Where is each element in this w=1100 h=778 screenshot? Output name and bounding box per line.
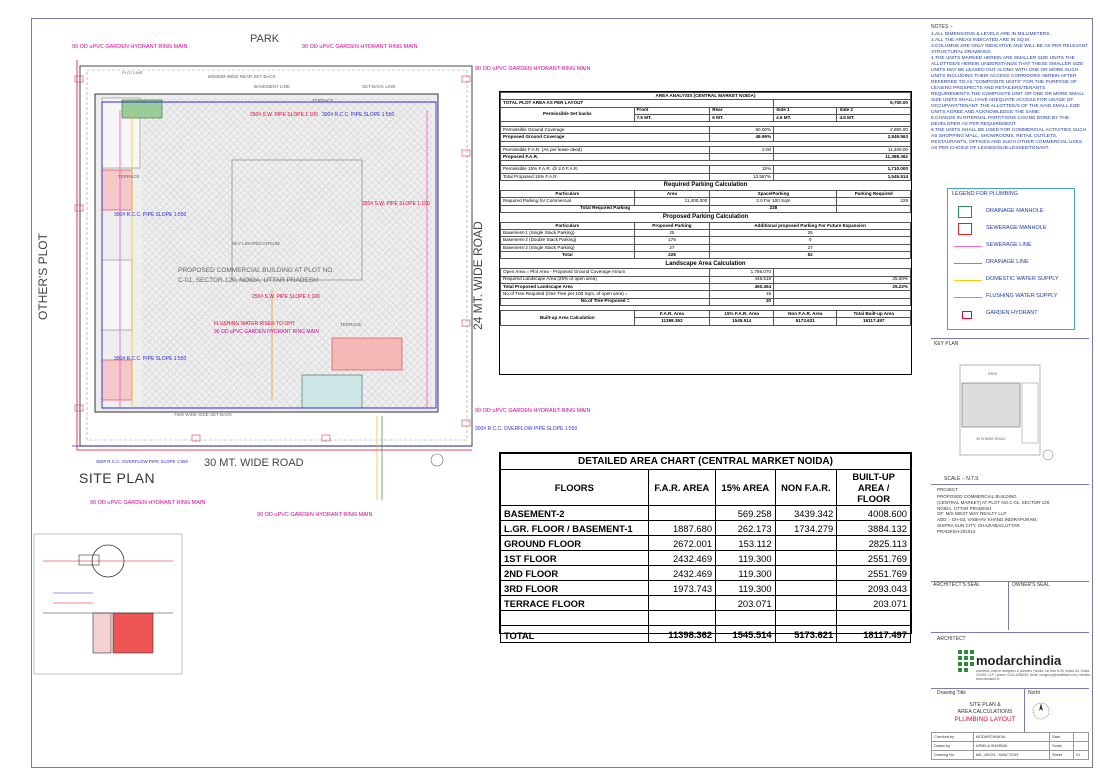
land-cell: 1,786.070 [710, 269, 774, 276]
area-value: 1734.279 [775, 521, 837, 536]
atrium-label: SKY LIGHTED ATRIUM [232, 241, 280, 246]
titleblock-cell: 01 [1074, 751, 1089, 760]
drawing-title-block [945, 702, 1025, 724]
area-value: 569.258 [716, 506, 776, 521]
area-value [775, 581, 837, 596]
titleblock-cell: URMILA SHARMA [973, 742, 1049, 751]
detail-head: F.A.R. AREA [648, 470, 715, 506]
hydrant-ring-label-6: 90 OD uPVC GARDEN HYDRANT RING MAIN [257, 512, 373, 518]
titleblock-row [932, 742, 1089, 751]
terrace-label-3: TERRACE [340, 322, 362, 327]
floor-name: TERRACE FLOOR [501, 596, 649, 611]
pipe-300-label-2: 300# R.C.C. PIPE SLOPE 1:550 [114, 212, 187, 218]
legend-row [948, 241, 1074, 251]
project-line: OF: M/S WEST WAY REALTY LLP [937, 511, 1007, 517]
prop-head: Proposed Parking [634, 222, 710, 229]
titleblock-cell: Date [1050, 733, 1074, 742]
terrace-label-1: TERRACE [118, 174, 140, 179]
building-title-2: C-01, SECTOR-120, NOIDA, UTTAR PRADESH [178, 277, 318, 284]
detail-total: 18117.497 [837, 626, 911, 643]
required-parking-title: Required Parking Calculation [663, 182, 748, 189]
note-item: 1.ALL DIMENSIONS & LEVELS ARE IN MILLIMETERS. [931, 32, 1051, 38]
set-back-line-label: SET-BACK LINE [362, 84, 396, 89]
area-value [837, 611, 911, 626]
legend-label: FLUSHING WATER SUPPLY [986, 293, 1058, 299]
req-head: Parking Required [837, 190, 911, 197]
pipe-250-label-3: 250# S.W. PIPE SLOPE 1:100 [252, 294, 320, 300]
req-cell: 228 [837, 198, 911, 205]
north-arrow-icon [431, 454, 443, 466]
hydrant-ring-label-1: 90 OD uPVC GARDEN HYDRANT RING MAIN [72, 44, 188, 50]
area-value: 2432.469 [648, 566, 715, 581]
bua-value: 1545.514 [710, 318, 774, 326]
legend-row [948, 224, 1074, 234]
legend-symbol-icon [954, 297, 982, 298]
project-title: PROJECT [937, 487, 959, 492]
setback-head: Front [634, 107, 710, 114]
overflow-label-left: 300# R.C.C. OVERFLOW PIPE SLOPE 1:550 [96, 459, 189, 464]
land-cell: Open Area = Plot Area - Proposed Ground Coverage-Atrium [501, 269, 710, 276]
legend-symbol-icon [954, 280, 982, 281]
area-value: 3884.132 [837, 521, 911, 536]
prop-cell: 25 [634, 230, 710, 237]
detail-head: NON F.A.R. [775, 470, 837, 506]
area-value: 1887.680 [648, 521, 715, 536]
far15-pct: 15% [710, 166, 774, 173]
setback-head: Side 1 [774, 107, 837, 114]
req-head: Area [634, 190, 710, 197]
legend-row [948, 275, 1074, 285]
area-value: 119.300 [716, 566, 776, 581]
project-block [937, 487, 1087, 535]
prop-cell: 27 [710, 244, 911, 251]
coverage-pct: 49.99% [710, 134, 774, 141]
drawing-title-label: Drawing Title [937, 690, 966, 696]
setback-value: 4.5 MT. [837, 114, 911, 121]
legend-label: DRAINAGE LINE [986, 259, 1029, 265]
legend-symbol-icon [958, 206, 972, 218]
area-value: 2432.469 [648, 551, 715, 566]
titleblock-cell [1074, 733, 1089, 742]
req-total-label: Total Required Parking [501, 205, 710, 212]
land-cell: Total Proposed Landscape Area [501, 283, 710, 290]
bua-head: Total Built-up Area [837, 310, 911, 318]
far-value: 11,400.00 [774, 146, 911, 153]
note-item: 5.CHANGE IN INTERNAL PARTITIONS CAN BE DONE BY THE DEVELOPER AS PER REQUIREMENT. [931, 116, 1070, 128]
park-label: PARK [250, 33, 280, 45]
detail-total: 11398.362 [648, 626, 715, 643]
far15-label: Total Proposed 15% F.A.R. [501, 173, 710, 180]
titleblock-cell: Checked by [932, 733, 974, 742]
far-value: 11,398.362 [774, 154, 911, 161]
proposed-parking-title: Proposed Parking Calculation [662, 214, 749, 221]
building-title-1: PROPOSED COMMERCIAL BUILDING AT PLOT NO. [178, 267, 335, 274]
floor-name: 1ST FLOOR [501, 551, 649, 566]
detailed-area-chart [499, 452, 912, 641]
legend-symbol-icon [954, 246, 982, 247]
pipe-250-label-1: 250# S.W. PIPE SLOPE 1:100 [250, 112, 318, 118]
setback-value: 4.5 MT. [774, 114, 837, 121]
note-item: 3.COLUMNS ARE ONLY INDICATIVE AND WILL BE AS PER RELEVANT STRUCTURAL DRAWINGS. [931, 44, 1088, 56]
bua-value: 18117.497 [837, 318, 911, 326]
land-cell: 25.22% [774, 283, 911, 290]
owner-seal: OWNER'S SEAL [1012, 582, 1050, 588]
prop-head: Additional proposed Parking For Future Expansion [710, 222, 911, 229]
bua-value: 11398.362 [634, 318, 710, 326]
legend-label: SEWERAGE LINE [986, 242, 1032, 248]
coverage-label: Permissible Ground Coverage [501, 127, 710, 134]
key-plan-drawing [940, 355, 1058, 473]
area-value: 2551.769 [837, 566, 911, 581]
prop-total: 228 [634, 252, 710, 259]
prop-cell: 176 [634, 237, 710, 244]
rear-setback-label: 6000MM WIDE REAR SET BACK [208, 74, 276, 79]
titleblock-cell: MA - ADCN - SANCTION [973, 751, 1049, 760]
titleblock-row [932, 751, 1089, 760]
area-value: 2672.001 [648, 536, 715, 551]
far15-pct: 13.557% [710, 173, 774, 180]
detail-row [501, 506, 911, 521]
area-value: 203.071 [837, 596, 911, 611]
land-cell: 20 [710, 298, 774, 305]
keyplan-park: PARK [988, 372, 998, 376]
setbacks-label: Permissible Set backs [501, 107, 635, 122]
hydrant-ring-label-3: 90 OD uPVC GARDEN HYDRANT RING MAIN [475, 66, 591, 72]
prop-total: 52 [710, 252, 911, 259]
detail-row [501, 536, 911, 551]
legend-label: GARDEN HYDRANT [986, 310, 1038, 316]
garden-ring-label: 90 OD uPVC GARDEN HYDRANT RING MAIN [214, 329, 319, 335]
land-cell: 446.518 [710, 276, 774, 283]
keyplan-header [931, 338, 1089, 349]
land-cell: 18 [710, 291, 774, 298]
area-value [775, 611, 837, 626]
coverage-value: 2,850.00 [774, 127, 911, 134]
legend-row [948, 292, 1074, 302]
note-item: 6.THE UNITS SHALL BE USED FOR COMMERCIAL ACTIVITIES SUCH AS SHOPPING MALL, SHOWROOMS, RETAIL OUTLETS, RESTAURANTS, OFFICES AND SUCH OTHER COMMERCIAL USES AS PER CHOICE OF LESSEE/SUB-LESSEE/TENANT. [931, 128, 1087, 151]
titleblock-cell: Scale [1050, 742, 1074, 751]
keyplan-scale: SCALE :- N.T.S [944, 476, 979, 482]
detailed-area-title: DETAILED AREA CHART (CENTRAL MARKET NOIDA) [501, 454, 911, 470]
floor-name: GROUND FLOOR [501, 536, 649, 551]
far-ratio [710, 154, 774, 161]
bua-head: Non F.A.R. Area [774, 310, 837, 318]
bua-value: 5173.621 [774, 318, 837, 326]
area-value: 2551.769 [837, 551, 911, 566]
req-cell: Required Parking for Commercial [501, 198, 635, 205]
front-setback-label: 7500 WIDE SIDE SET BACK [174, 412, 233, 417]
land-cell: 450.464 [710, 283, 774, 290]
north-label: North [1028, 690, 1041, 696]
architect-seal: ARCHITECT'S SEAL [933, 582, 981, 588]
floor-name: 3RD FLOOR [501, 581, 649, 596]
coverage-value: 2,849.563 [774, 134, 911, 141]
project-line: NOIDA, UTTAR PRADESH [937, 505, 992, 511]
legend-symbol-icon [958, 223, 972, 235]
prop-total: Total [501, 252, 635, 259]
legend-symbol-icon [954, 263, 982, 264]
detail-head: FLOORS [501, 470, 649, 506]
prop-cell: 0 [710, 237, 911, 244]
keyplan-road: 30 M WIDE ROAD [976, 437, 1005, 441]
area-value: 1973.743 [648, 581, 715, 596]
prop-head: Particulars [501, 222, 635, 229]
road-30-label: 30 MT. WIDE ROAD [204, 457, 304, 469]
legend-title: LEGEND FOR PLUMBING [952, 191, 1019, 197]
bua-head: 15% F.A.R. Area [710, 310, 774, 318]
setback-value: 6 MT. [710, 114, 774, 121]
project-line: (CENTRAL MARKET) AT PLOT NO.C-01, SECTOR-120, [937, 499, 1051, 505]
titleblock-cell [1074, 742, 1089, 751]
note-item: 2.ALL THE AREAS INDICATED ARE IN SQ.M. [931, 38, 1031, 44]
legend-symbol-icon [962, 311, 972, 319]
drawing-title-line: SITE PLAN & [969, 702, 1001, 708]
divider [1008, 582, 1009, 630]
legend-label: DOMESTIC WATER SUPPLY [986, 276, 1059, 282]
area-value [775, 566, 837, 581]
detail-row [501, 596, 911, 611]
north-compass-icon [1030, 700, 1052, 722]
legend-row [948, 258, 1074, 268]
far15-value: 1,710.000 [774, 166, 911, 173]
divider [931, 688, 1089, 689]
project-line: PRADESH-201014 [937, 528, 976, 534]
basement-line-label: BASEMENT LINE [254, 84, 290, 89]
coverage-label: Proposed Ground Coverage [501, 134, 710, 141]
firm-sub: architects, interior designers & planners | studio: 1st floor B-96, sector-63, Noida-201301, U.P. | phone: 0120-4286253, email: modgroup@rediffmail.com | website: www.modarch.in [976, 669, 1091, 682]
hydrant-ring-label-4: 90 OD uPVC GARDEN HYDRANT RING MAIN [475, 408, 591, 414]
area-value: 3439.342 [775, 506, 837, 521]
area-value: 203.071 [716, 596, 776, 611]
detail-row [501, 551, 911, 566]
prop-cell: Basement-1 (Single Stack Parking) [501, 230, 635, 237]
far15-label: Permissible 15% F.A.R. @ 2.0 F.A.R. [501, 166, 710, 173]
titleblock-cell: MODARCHINDIA [973, 733, 1049, 742]
far-ratio: 2.00 [710, 146, 774, 153]
far-label: Proposed F.A.R. [501, 154, 710, 161]
detail-total: 5173.621 [775, 626, 837, 643]
total-plot-label: TOTAL PLOT AREA AS PER LAYOUT [501, 100, 774, 107]
area-value [775, 551, 837, 566]
drawing-title-line: PLUMBING LAYOUT [954, 715, 1016, 723]
area-analysis-title: AREA ANALYSIS (CENTRAL MARKET NOIDA) [501, 93, 911, 100]
wide-road-label: 24 MT. WIDE ROAD [471, 221, 485, 330]
area-value: 4008.600 [837, 506, 911, 521]
setback-head: Side 2 [837, 107, 911, 114]
area-value [716, 611, 776, 626]
titleblock-cell: Drawing No. [932, 751, 974, 760]
prop-cell: Basement-2 (Double Stack Parking) [501, 237, 635, 244]
firm-name: modarchindia [976, 653, 1062, 668]
req-total-value: 228 [710, 205, 837, 212]
total-plot-value: 5,700.00 [774, 100, 911, 107]
keyplan-title: KEY PLAN [934, 341, 959, 347]
floor-name [501, 611, 649, 626]
area-value [775, 536, 837, 551]
floor-name: L.GR. FLOOR / BASEMENT-1 [501, 521, 649, 536]
notes-title: NOTES :- [931, 24, 953, 30]
req-head: Particulars [501, 190, 635, 197]
land-cell: No.of Tree Proposed = [501, 298, 710, 305]
titleblock-cell: Drawn by [932, 742, 974, 751]
coverage-pct: 50.00% [710, 127, 774, 134]
req-head: Space/Parking [710, 190, 837, 197]
bua-label: Built-up Area Calculation [501, 310, 635, 325]
area-value [775, 596, 837, 611]
legend-label: DRAINAGE MANHOLE [986, 208, 1044, 214]
plot-line-label: PLOT LINE [122, 70, 143, 75]
req-cell: 2.0 For 100 Sqm [710, 198, 837, 205]
titleblock-rows [931, 732, 1089, 760]
overflow-label-right: 300# R.C.C. OVERFLOW PIPE SLOPE 1:550 [475, 426, 578, 432]
project-line: ADD :- GH-03, VAIBHAV KHAND,INDIRAPURAM, [937, 517, 1038, 523]
setback-head: Rear [710, 107, 774, 114]
hydrant-ring-label-2: 90 OD uPVC GARDEN HYDRANT RING MAIN [302, 44, 418, 50]
note-item: 4.THE UNITS MARKED HEREIN ARE SMALLER SIZE UNITS THE ALLOTTEE/S HEREIN UNDERSTANDS THAT THESE SMALLER SIZE UNITS MAY BE LEASED OUT ALONG WITH ONE OR MORE SUCH UNITS INCLUDING THEIR ACCESS CORRIDORS HEREIN AFTER REFERRED TO AS "COMPOSITE UNITS" FOR THE PURPOSE OF LEASING PROSPECTS AND RETAILERS/TENANTS REQUIREMENTS.THE COMPOSITE UNIT OR ONE OR MORE SMALL SIZE UNITS SHALL HAVE ADEQUATE ACCESS FOR USAGE OF OCCUPANT/TENANT. THE ALLOTTEE/S OF THE SAID SMALL SIZE UNITS AGREE AND ACKNOWLEDGE THE SAME. [931, 56, 1085, 116]
land-cell [774, 269, 911, 276]
bua-head: F.A.R. Area [634, 310, 710, 318]
pipe-300-label-3: 300# R.C.C. PIPE SLOPE 1:550 [114, 356, 187, 362]
floor-name: 2ND FLOOR [501, 566, 649, 581]
land-cell: Required Landscape Area (25% of open area) [501, 276, 710, 283]
detail-row [501, 521, 911, 536]
detail-total: TOTAL [501, 626, 649, 643]
drawing-title-line: AREA CALCULATIONS [957, 708, 1013, 715]
detail-row [501, 566, 911, 581]
area-value: 119.300 [716, 551, 776, 566]
pipe-250-label-2: 250# S.W. PIPE SLOPE 1:100 [362, 201, 430, 207]
far15-value: 1,545.514 [774, 173, 911, 180]
firm-logo-icon [958, 650, 974, 672]
flushing-label: FLUSHING WATER RISER TO OHT [214, 321, 295, 327]
terrace-label-2: TERRACE [312, 98, 334, 103]
req-cell: 11,400.000 [634, 198, 710, 205]
hydrant-ring-label-5: 90 OD uPVC GARDEN HYDRANT RING MAIN [90, 500, 206, 506]
far-label: Permissible F.A.R. (As per lease deed) [501, 146, 710, 153]
detail-row [501, 581, 911, 596]
land-cell: 25.00% [774, 276, 911, 283]
others-plot-label: OTHER'S PLOT [36, 233, 50, 320]
architect-label: ARCHITECT [937, 636, 966, 642]
area-value: 262.173 [716, 521, 776, 536]
prop-cell: Basement-2 (Single Stack Parking) [501, 244, 635, 251]
detail-head: BUILT-UP AREA / FLOOR [837, 470, 911, 506]
project-line: PROPOSED COMMERCIAL BUILDING [937, 493, 1017, 499]
manhole-section-detail [33, 533, 183, 675]
legend-row [948, 309, 1074, 319]
area-value: 153.112 [716, 536, 776, 551]
pipe-300-label-1: 300# R.C.C. PIPE SLOPE 1:550 [322, 112, 395, 118]
area-value [648, 611, 715, 626]
site-plan-title: SITE PLAN [79, 470, 156, 486]
area-value [648, 596, 715, 611]
area-value: 119.300 [716, 581, 776, 596]
notes-panel [931, 24, 1089, 186]
plumbing-legend [947, 188, 1075, 330]
area-value [648, 506, 715, 521]
detail-head: 15% AREA [716, 470, 776, 506]
floor-name: BASEMENT-2 [501, 506, 649, 521]
project-line: SHIPRA SUN CITY, GHAZIABAD,UTTAR [937, 523, 1020, 529]
divider [931, 484, 1089, 485]
legend-label: SEWERAGE MANHOLE [986, 225, 1047, 231]
area-value: 2825.113 [837, 536, 911, 551]
area-value: 2093.043 [837, 581, 911, 596]
prop-cell: 25 [710, 230, 911, 237]
detail-row [501, 611, 911, 626]
land-cell: No.of Tree Required (One Tree per 100 Sqm. of open area) = [501, 291, 710, 298]
titleblock-row [932, 733, 1089, 742]
area-analysis-table [499, 91, 912, 375]
titleblock-cell: Sheet [1050, 751, 1074, 760]
landscape-title: Landscape Area Calculation [665, 260, 746, 267]
setback-value: 7.5 MT. [634, 114, 710, 121]
prop-cell: 27 [634, 244, 710, 251]
legend-row [948, 207, 1074, 217]
detail-total: 1545.514 [716, 626, 776, 643]
divider [931, 632, 1089, 633]
